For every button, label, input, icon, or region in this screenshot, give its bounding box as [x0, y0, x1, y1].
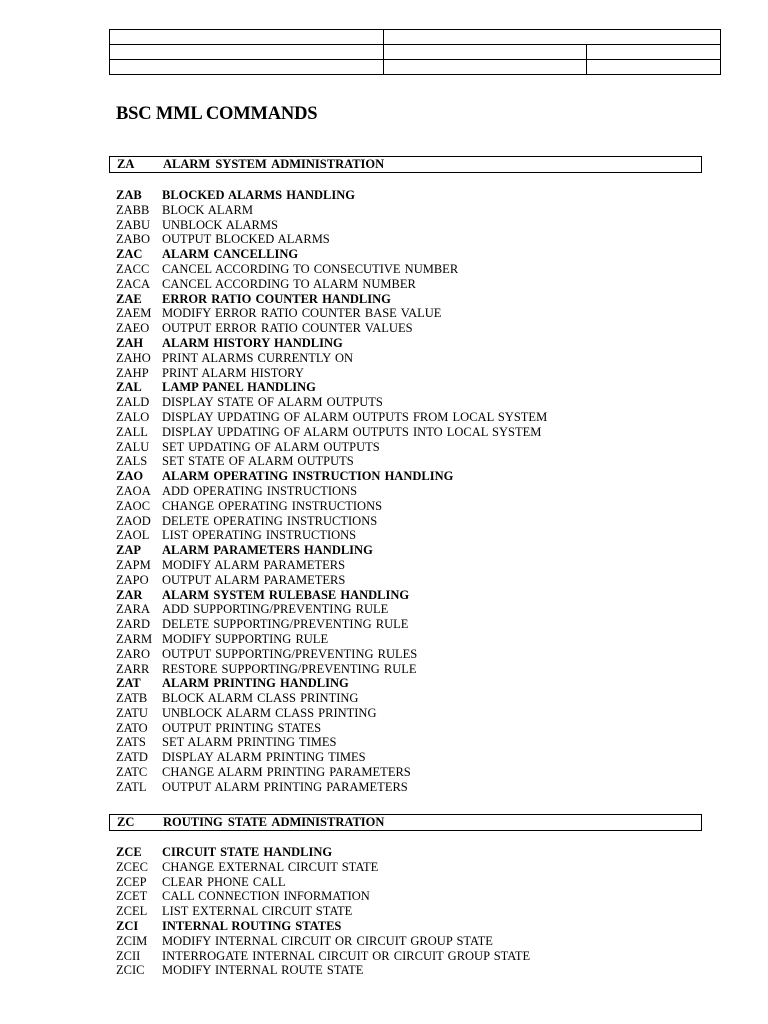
command-code: ZAC: [116, 247, 143, 262]
command-row: [116, 573, 716, 588]
section-header-za: [109, 156, 702, 173]
command-row: [116, 860, 716, 875]
command-code: ZABU: [116, 217, 151, 232]
command-code: ZARD: [116, 617, 151, 632]
command-row: [116, 351, 716, 366]
command-code: ZCIC: [116, 963, 145, 978]
command-code: ZAEO: [116, 321, 150, 336]
command-description: OUTPUT ALARM PARAMETERS: [162, 572, 346, 587]
command-code: ZABO: [116, 232, 151, 247]
command-row: [116, 617, 716, 632]
command-description: ERROR RATIO COUNTER HANDLING: [162, 291, 391, 306]
command-description: MODIFY INTERNAL ROUTE STATE: [162, 963, 364, 978]
command-description: SET STATE OF ALARM OUTPUTS: [162, 454, 354, 469]
command-code: ZCEP: [116, 874, 147, 889]
command-list-za: [116, 188, 716, 795]
command-row: [116, 632, 716, 647]
command-code: ZALL: [116, 424, 148, 439]
command-description: LIST EXTERNAL CIRCUIT STATE: [162, 904, 353, 919]
command-row: [116, 934, 716, 949]
command-description: DELETE OPERATING INSTRUCTIONS: [162, 513, 378, 528]
command-row: [116, 875, 716, 890]
command-code: ZAHP: [116, 365, 149, 380]
command-group-row: [116, 188, 716, 203]
command-code: ZAH: [116, 335, 144, 350]
command-row: [116, 904, 716, 919]
header-cell: [587, 45, 721, 60]
command-description: CLEAR PHONE CALL: [162, 874, 286, 889]
command-code: ZATD: [116, 750, 148, 765]
command-group-row: [116, 247, 716, 262]
command-row: [116, 721, 716, 736]
command-code: ZAHO: [116, 350, 151, 365]
command-code: ZABB: [116, 202, 150, 217]
command-code: ZAOD: [116, 513, 151, 528]
command-description: UNBLOCK ALARMS: [162, 217, 278, 232]
command-code: ZACC: [116, 261, 150, 276]
command-row: [116, 765, 716, 780]
command-row: [116, 440, 716, 455]
command-description: BLOCK ALARM: [162, 202, 253, 217]
command-description: PRINT ALARM HISTORY: [162, 365, 304, 380]
command-description: LAMP PANEL HANDLING: [162, 380, 316, 395]
command-description: OUTPUT PRINTING STATES: [162, 720, 322, 735]
command-group-row: [116, 676, 716, 691]
command-row: [116, 647, 716, 662]
command-description: ALARM PARAMETERS HANDLING: [162, 543, 373, 558]
command-description: OUTPUT SUPPORTING/PREVENTING RULES: [162, 646, 418, 661]
command-row: [116, 395, 716, 410]
command-description: SET ALARM PRINTING TIMES: [162, 735, 337, 750]
command-description: BLOCK ALARM CLASS PRINTING: [162, 691, 359, 706]
header-cell: [110, 45, 384, 60]
command-code: ZATO: [116, 720, 148, 735]
command-description: ALARM OPERATING INSTRUCTION HANDLING: [162, 469, 454, 484]
section-title: ROUTING STATE ADMINISTRATION: [163, 815, 385, 829]
command-row: [116, 662, 716, 677]
command-code: ZALD: [116, 395, 150, 410]
command-code: ZCII: [116, 948, 141, 963]
header-cell: [110, 60, 384, 75]
header-row-3: [110, 60, 721, 75]
command-code: ZATL: [116, 779, 147, 794]
command-description: ALARM SYSTEM RULEBASE HANDLING: [162, 587, 410, 602]
command-code: ZARR: [116, 661, 150, 676]
command-code: ZAL: [116, 380, 142, 395]
command-code: ZACA: [116, 276, 151, 291]
command-code: ZAP: [116, 543, 141, 558]
header-row-1: [110, 30, 721, 45]
command-description: CIRCUIT STATE HANDLING: [162, 845, 333, 859]
command-code: ZAE: [116, 291, 142, 306]
command-row: [116, 514, 716, 529]
command-code: ZARM: [116, 631, 153, 646]
command-code: ZCIM: [116, 933, 148, 948]
command-code: ZAR: [116, 587, 143, 602]
command-row: [116, 410, 716, 425]
command-row: [116, 949, 716, 964]
command-row: [116, 484, 716, 499]
command-description: DISPLAY ALARM PRINTING TIMES: [162, 750, 366, 765]
command-description: MODIFY INTERNAL CIRCUIT OR CIRCUIT GROUP STATE: [162, 933, 493, 948]
command-group-row: [116, 845, 716, 860]
command-code: ZAPM: [116, 557, 151, 572]
command-description: CHANGE EXTERNAL CIRCUIT STATE: [162, 859, 379, 874]
command-description: DISPLAY STATE OF ALARM OUTPUTS: [162, 395, 383, 410]
command-row: [116, 602, 716, 617]
command-description: UNBLOCK ALARM CLASS PRINTING: [162, 705, 377, 720]
command-description: BLOCKED ALARMS HANDLING: [162, 188, 355, 202]
command-row: [116, 203, 716, 218]
command-description: MODIFY SUPPORTING RULE: [162, 631, 329, 646]
command-code: ZATC: [116, 765, 148, 780]
command-row: [116, 499, 716, 514]
command-code: ZATS: [116, 735, 146, 750]
command-code: ZAOA: [116, 483, 151, 498]
section-title: ALARM SYSTEM ADMINISTRATION: [163, 157, 385, 171]
command-code: ZALO: [116, 409, 150, 424]
command-row: [116, 321, 716, 336]
command-row: [116, 306, 716, 321]
command-row: [116, 277, 716, 292]
command-code: ZAB: [116, 188, 142, 202]
command-code: ZATU: [116, 705, 148, 720]
command-description: ADD SUPPORTING/PREVENTING RULE: [162, 602, 389, 617]
command-row: [116, 454, 716, 469]
command-row: [116, 218, 716, 233]
command-group-row: [116, 588, 716, 603]
command-row: [116, 366, 716, 381]
command-description: OUTPUT ERROR RATIO COUNTER VALUES: [162, 321, 413, 336]
header-cell: [587, 60, 721, 75]
section-code: ZA: [117, 157, 135, 171]
command-description: CANCEL ACCORDING TO CONSECUTIVE NUMBER: [162, 261, 459, 276]
command-group-row: [116, 543, 716, 558]
command-description: CHANGE ALARM PRINTING PARAMETERS: [162, 765, 411, 780]
command-description: OUTPUT BLOCKED ALARMS: [162, 232, 330, 247]
command-code: ZAOL: [116, 528, 150, 543]
document-header-table: [109, 29, 721, 75]
command-description: ALARM CANCELLING: [162, 247, 299, 262]
command-group-row: [116, 292, 716, 307]
command-code: ZCI: [116, 918, 139, 933]
command-description: LIST OPERATING INSTRUCTIONS: [162, 528, 357, 543]
command-code: ZCE: [116, 845, 142, 859]
command-description: MODIFY ERROR RATIO COUNTER BASE VALUE: [162, 306, 442, 321]
command-group-row: [116, 919, 716, 934]
command-code: ZATB: [116, 691, 148, 706]
section-code: ZC: [117, 815, 135, 829]
command-code: ZCET: [116, 889, 148, 904]
command-group-row: [116, 380, 716, 395]
command-description: PRINT ALARMS CURRENTLY ON: [162, 350, 354, 365]
command-description: CANCEL ACCORDING TO ALARM NUMBER: [162, 276, 416, 291]
command-description: DELETE SUPPORTING/PREVENTING RULE: [162, 617, 409, 632]
header-cell: [384, 60, 587, 75]
command-code: ZAEM: [116, 306, 152, 321]
command-row: [116, 691, 716, 706]
command-row: [116, 528, 716, 543]
command-row: [116, 232, 716, 247]
header-cell: [110, 30, 384, 45]
command-description: MODIFY ALARM PARAMETERS: [162, 557, 346, 572]
command-row: [116, 963, 716, 978]
command-description: INTERNAL ROUTING STATES: [162, 918, 342, 933]
command-row: [116, 750, 716, 765]
command-description: CALL CONNECTION INFORMATION: [162, 889, 370, 904]
section-header-zc: [109, 814, 702, 831]
header-cell: [384, 30, 721, 45]
command-code: ZARA: [116, 602, 151, 617]
command-code: ZAT: [116, 676, 141, 691]
command-group-row: [116, 336, 716, 351]
command-group-row: [116, 469, 716, 484]
command-code: ZAO: [116, 469, 144, 484]
command-code: ZALS: [116, 454, 148, 469]
command-description: ALARM HISTORY HANDLING: [162, 335, 343, 350]
command-code: ZCEC: [116, 859, 148, 874]
header-row-2: [110, 45, 721, 60]
command-code: ZALU: [116, 439, 150, 454]
command-description: OUTPUT ALARM PRINTING PARAMETERS: [162, 779, 408, 794]
command-description: ALARM PRINTING HANDLING: [162, 676, 349, 691]
command-code: ZARO: [116, 646, 151, 661]
command-description: SET UPDATING OF ALARM OUTPUTS: [162, 439, 380, 454]
command-row: [116, 558, 716, 573]
command-code: ZAPO: [116, 572, 149, 587]
command-row: [116, 889, 716, 904]
command-row: [116, 706, 716, 721]
command-description: CHANGE OPERATING INSTRUCTIONS: [162, 498, 383, 513]
command-row: [116, 425, 716, 440]
command-row: [116, 780, 716, 795]
command-list-zc: [116, 845, 716, 978]
command-description: ADD OPERATING INSTRUCTIONS: [162, 483, 358, 498]
command-description: DISPLAY UPDATING OF ALARM OUTPUTS FROM LOCAL SYSTEM: [162, 409, 548, 424]
header-cell: [384, 45, 587, 60]
command-row: [116, 262, 716, 277]
command-description: RESTORE SUPPORTING/PREVENTING RULE: [162, 661, 417, 676]
command-code: ZCEL: [116, 904, 148, 919]
command-description: INTERROGATE INTERNAL CIRCUIT OR CIRCUIT GROUP STATE: [162, 948, 531, 963]
page-title: BSC MML COMMANDS: [116, 104, 318, 124]
command-code: ZAOC: [116, 498, 151, 513]
command-description: DISPLAY UPDATING OF ALARM OUTPUTS INTO LOCAL SYSTEM: [162, 424, 542, 439]
command-row: [116, 735, 716, 750]
